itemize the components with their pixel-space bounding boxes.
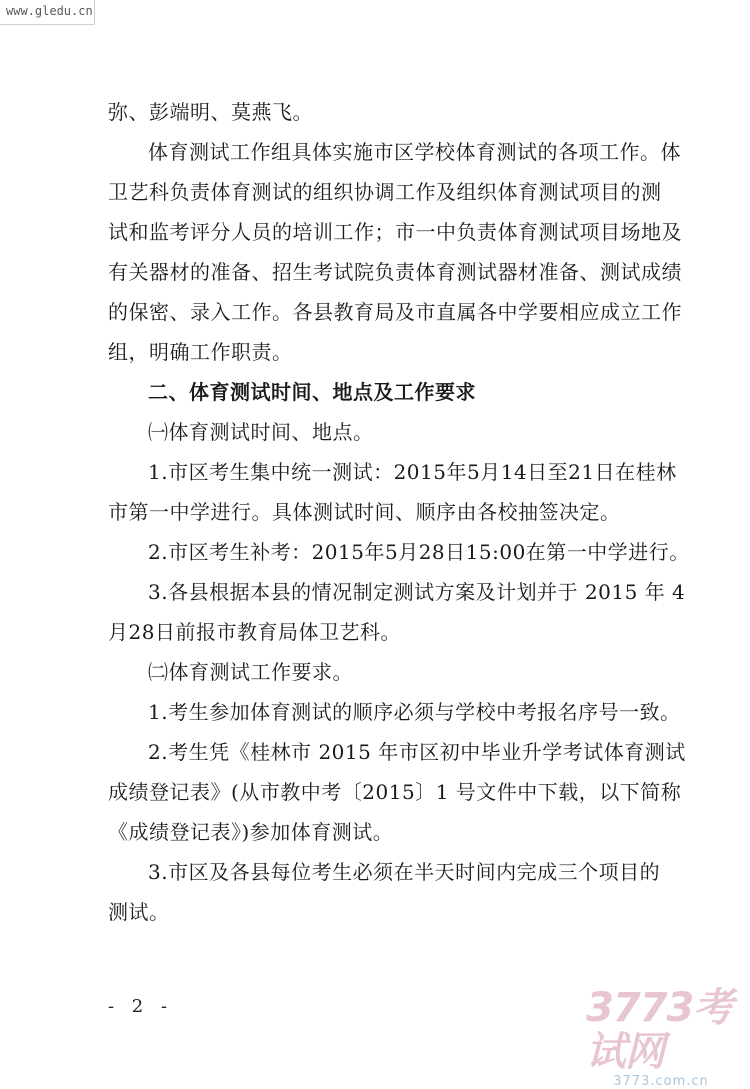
- body-line: 月28日前报市教育局体卫艺科。: [108, 620, 401, 644]
- watermark-logo: [586, 985, 736, 1089]
- body-line: 组，明确工作职责。: [108, 340, 293, 364]
- body-line: 3.各县根据本县的情况制定测试方案及计划并于 2015 年 4: [148, 580, 686, 604]
- body-line: 成绩登记表》(从市教中考〔2015〕1 号文件中下载，以下简称: [108, 780, 682, 804]
- body-line: 试和监考评分人员的培训工作；市一中负责体育测试项目场地及: [108, 220, 682, 244]
- body-line: 卫艺科负责体育测试的组织协调工作及组织体育测试项目的测: [108, 180, 662, 204]
- section-heading: 二、体育测试时间、地点及工作要求: [148, 380, 476, 404]
- document-body: [108, 92, 690, 932]
- body-line: 弥、彭端明、莫燕飞。: [108, 100, 313, 124]
- body-line: 3.市区及各县每位考生必须在半天时间内完成三个项目的: [148, 860, 661, 884]
- body-line: 的保密、录入工作。各县教育局及市直属各中学要相应成立工作: [108, 300, 682, 324]
- body-line: 2.市区考生补考：2015年5月28日15:00在第一中学进行。: [148, 540, 690, 564]
- body-line: 测试。: [108, 900, 170, 924]
- body-line: 2.考生凭《桂林市 2015 年市区初中毕业升学考试体育测试: [148, 740, 686, 764]
- body-line: 市第一中学进行。具体测试时间、顺序由各校抽签决定。: [108, 500, 621, 524]
- body-line: 有关器材的准备、招生考试院负责体育测试器材准备、测试成绩: [108, 260, 682, 284]
- page-number: - 2 -: [108, 996, 174, 1017]
- watermark-site: 3773.com.cn: [613, 1074, 709, 1089]
- subsection-heading: ㈠体育测试时间、地点。: [148, 420, 374, 444]
- body-line: 1.市区考生集中统一测试：2015年5月14日至21日在桂林: [148, 460, 677, 484]
- subsection-heading: ㈡体育测试工作要求。: [148, 660, 353, 684]
- body-line: 1.考生参加体育测试的顺序必须与学校中考报名序号一致。: [148, 700, 681, 724]
- source-url[interactable]: www.gledu.cn: [0, 0, 95, 25]
- body-line: 体育测试工作组具体实施市区学校体育测试的各项工作。体: [148, 140, 681, 164]
- body-line: 《成绩登记表》)参加体育测试。: [108, 820, 394, 844]
- watermark-brand: 3773考试网: [586, 985, 733, 1075]
